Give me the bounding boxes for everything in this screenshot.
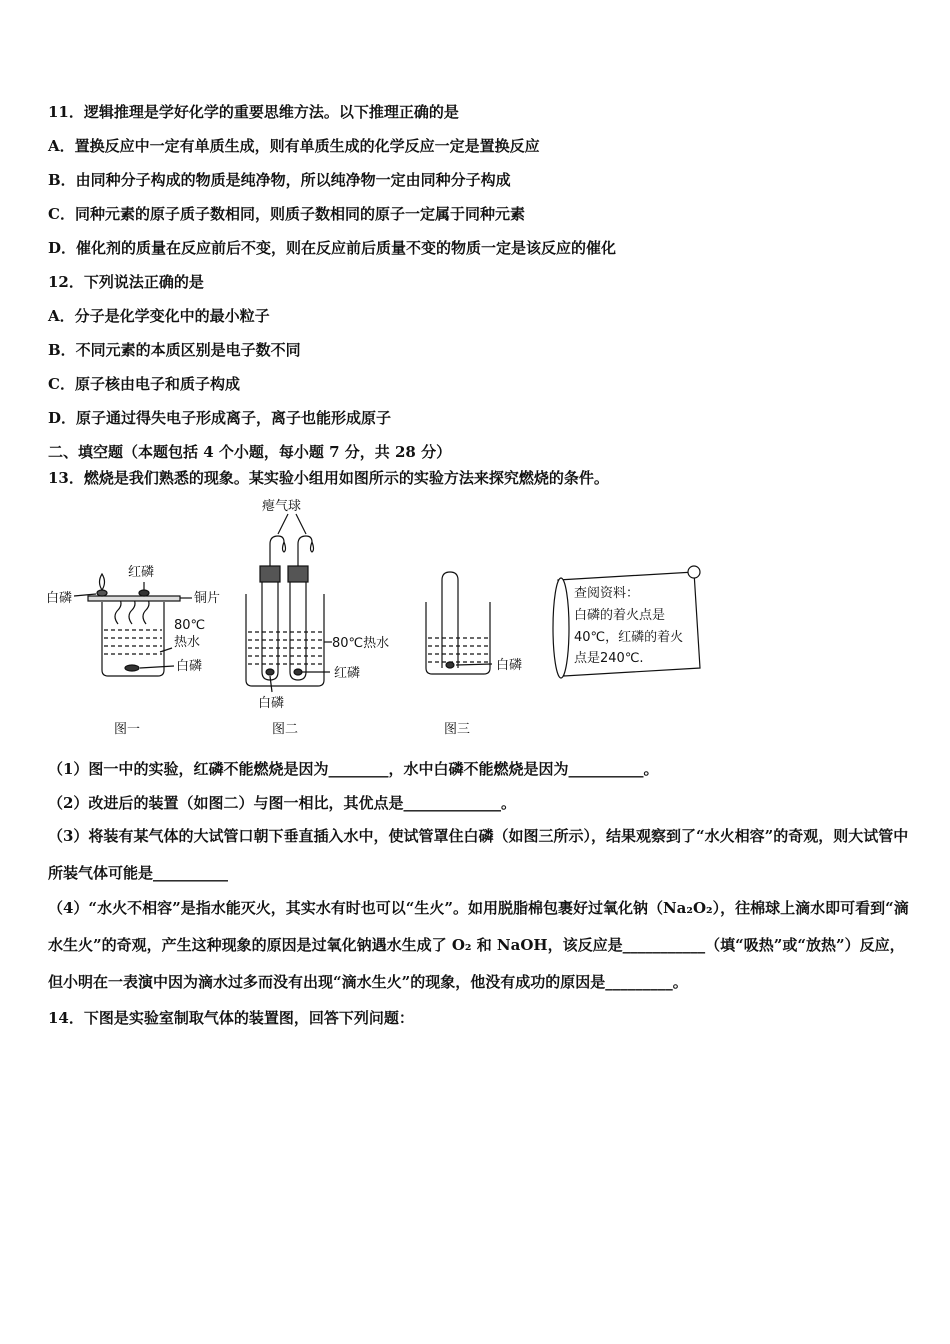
q11-option-c: C．同种元素的原子质子数相同，则质子数相同的原子一定属于同种元素 [48, 205, 525, 223]
q11-option-b: B．由同种分子构成的物质是纯净物，所以纯净物一定由同种分子构成 [48, 171, 511, 189]
fig2-balloon-label: 瘪气球 [262, 499, 302, 514]
fig3-white-phosphorus-label: 白磷 [496, 658, 523, 673]
fig1-white-phosphorus-top-label: 白磷 [46, 591, 73, 606]
q12-option-a: A．分子是化学变化中的最小粒子 [48, 307, 270, 325]
fig2-red-phosphorus-label: 红磷 [334, 666, 361, 681]
fig1-temp-label: 80℃ [174, 618, 206, 633]
figure-two [246, 514, 332, 692]
figure-three [426, 572, 492, 674]
note-line-2: 40℃，红磷的着火 [574, 630, 684, 645]
q12-option-b: B．不同元素的本质区别是电子数不同 [48, 341, 301, 359]
q11-option-a: A．置换反应中一定有单质生成，则有单质生成的化学反应一定是置换反应 [48, 137, 540, 155]
note-line-3: 点是240℃. [574, 651, 644, 666]
fig3-caption: 图三 [444, 722, 471, 737]
experiment-figure [40, 492, 720, 742]
q13-sub4: （4）“水火不相容”是指水能灭火，其实水有时也可以“生火”。如用脱脂棉包裹好过氧化钠（Na₂O₂），往棉球上滴水即可看到“滴水生火”的奇观，产生这种现象的原因是过氧化钠遇水生成了 O₂ 和 NaOH，该反应是___________（填“吸热”或“放热”）反应，但小明在一表演中因为滴水过多而没有出现“滴水生火”的现象，他没有成功的原因是_________。 [48, 899, 909, 991]
note-line-1: 白磷的着火点是 [574, 608, 666, 623]
q12-option-c: C．原子核由电子和质子构成 [48, 375, 240, 393]
q11-stem: 11．逻辑推理是学好化学的重要思维方法。以下推理正确的是 [48, 103, 459, 121]
q12-option-d: D．原子通过得失电子形成离子，离子也能形成原子 [48, 409, 392, 427]
section-heading: 二、填空题（本题包括 4 个小题，每小题 7 分，共 28 分） [48, 443, 452, 461]
fig1-red-phosphorus-label: 红磷 [128, 565, 155, 580]
q13-stem: 13．燃烧是我们熟悉的现象。某实验小组用如图所示的实验方法来探究燃烧的条件。 [48, 469, 609, 487]
q12-stem: 12．下列说法正确的是 [48, 273, 204, 291]
note-title: 查阅资料： [574, 586, 640, 601]
q11-option-d: D．催化剂的质量在反应前后不变，则在反应前后质量不变的物质一定是该反应的催化 [48, 239, 617, 257]
q13-sub2: （2）改进后的装置（如图二）与图一相比，其优点是_____________。 [48, 794, 516, 812]
fig2-caption: 图二 [272, 722, 299, 737]
fig1-white-phosphorus-bottom-label: 白磷 [176, 659, 203, 674]
fig1-hot-water-label: 热水 [174, 635, 201, 650]
q14-stem: 14．下图是实验室制取气体的装置图，回答下列问题： [48, 1009, 414, 1027]
q13-sub3: （3）将装有某气体的大试管口朝下垂直插入水中，使试管罩住白磷（如图三所示），结果观察到了“水火相容”的奇观，则大试管中所装气体可能是__________ [48, 827, 909, 882]
fig2-white-phosphorus-label: 白磷 [258, 696, 285, 711]
fig1-copper-label: 铜片 [194, 591, 221, 606]
fig2-hot-water-label: 80℃热水 [332, 636, 390, 651]
fig1-caption: 图一 [114, 722, 141, 737]
q13-sub1: （1）图一中的实验，红磷不能燃烧是因为________，水中白磷不能燃烧是因为__________。 [48, 760, 659, 778]
